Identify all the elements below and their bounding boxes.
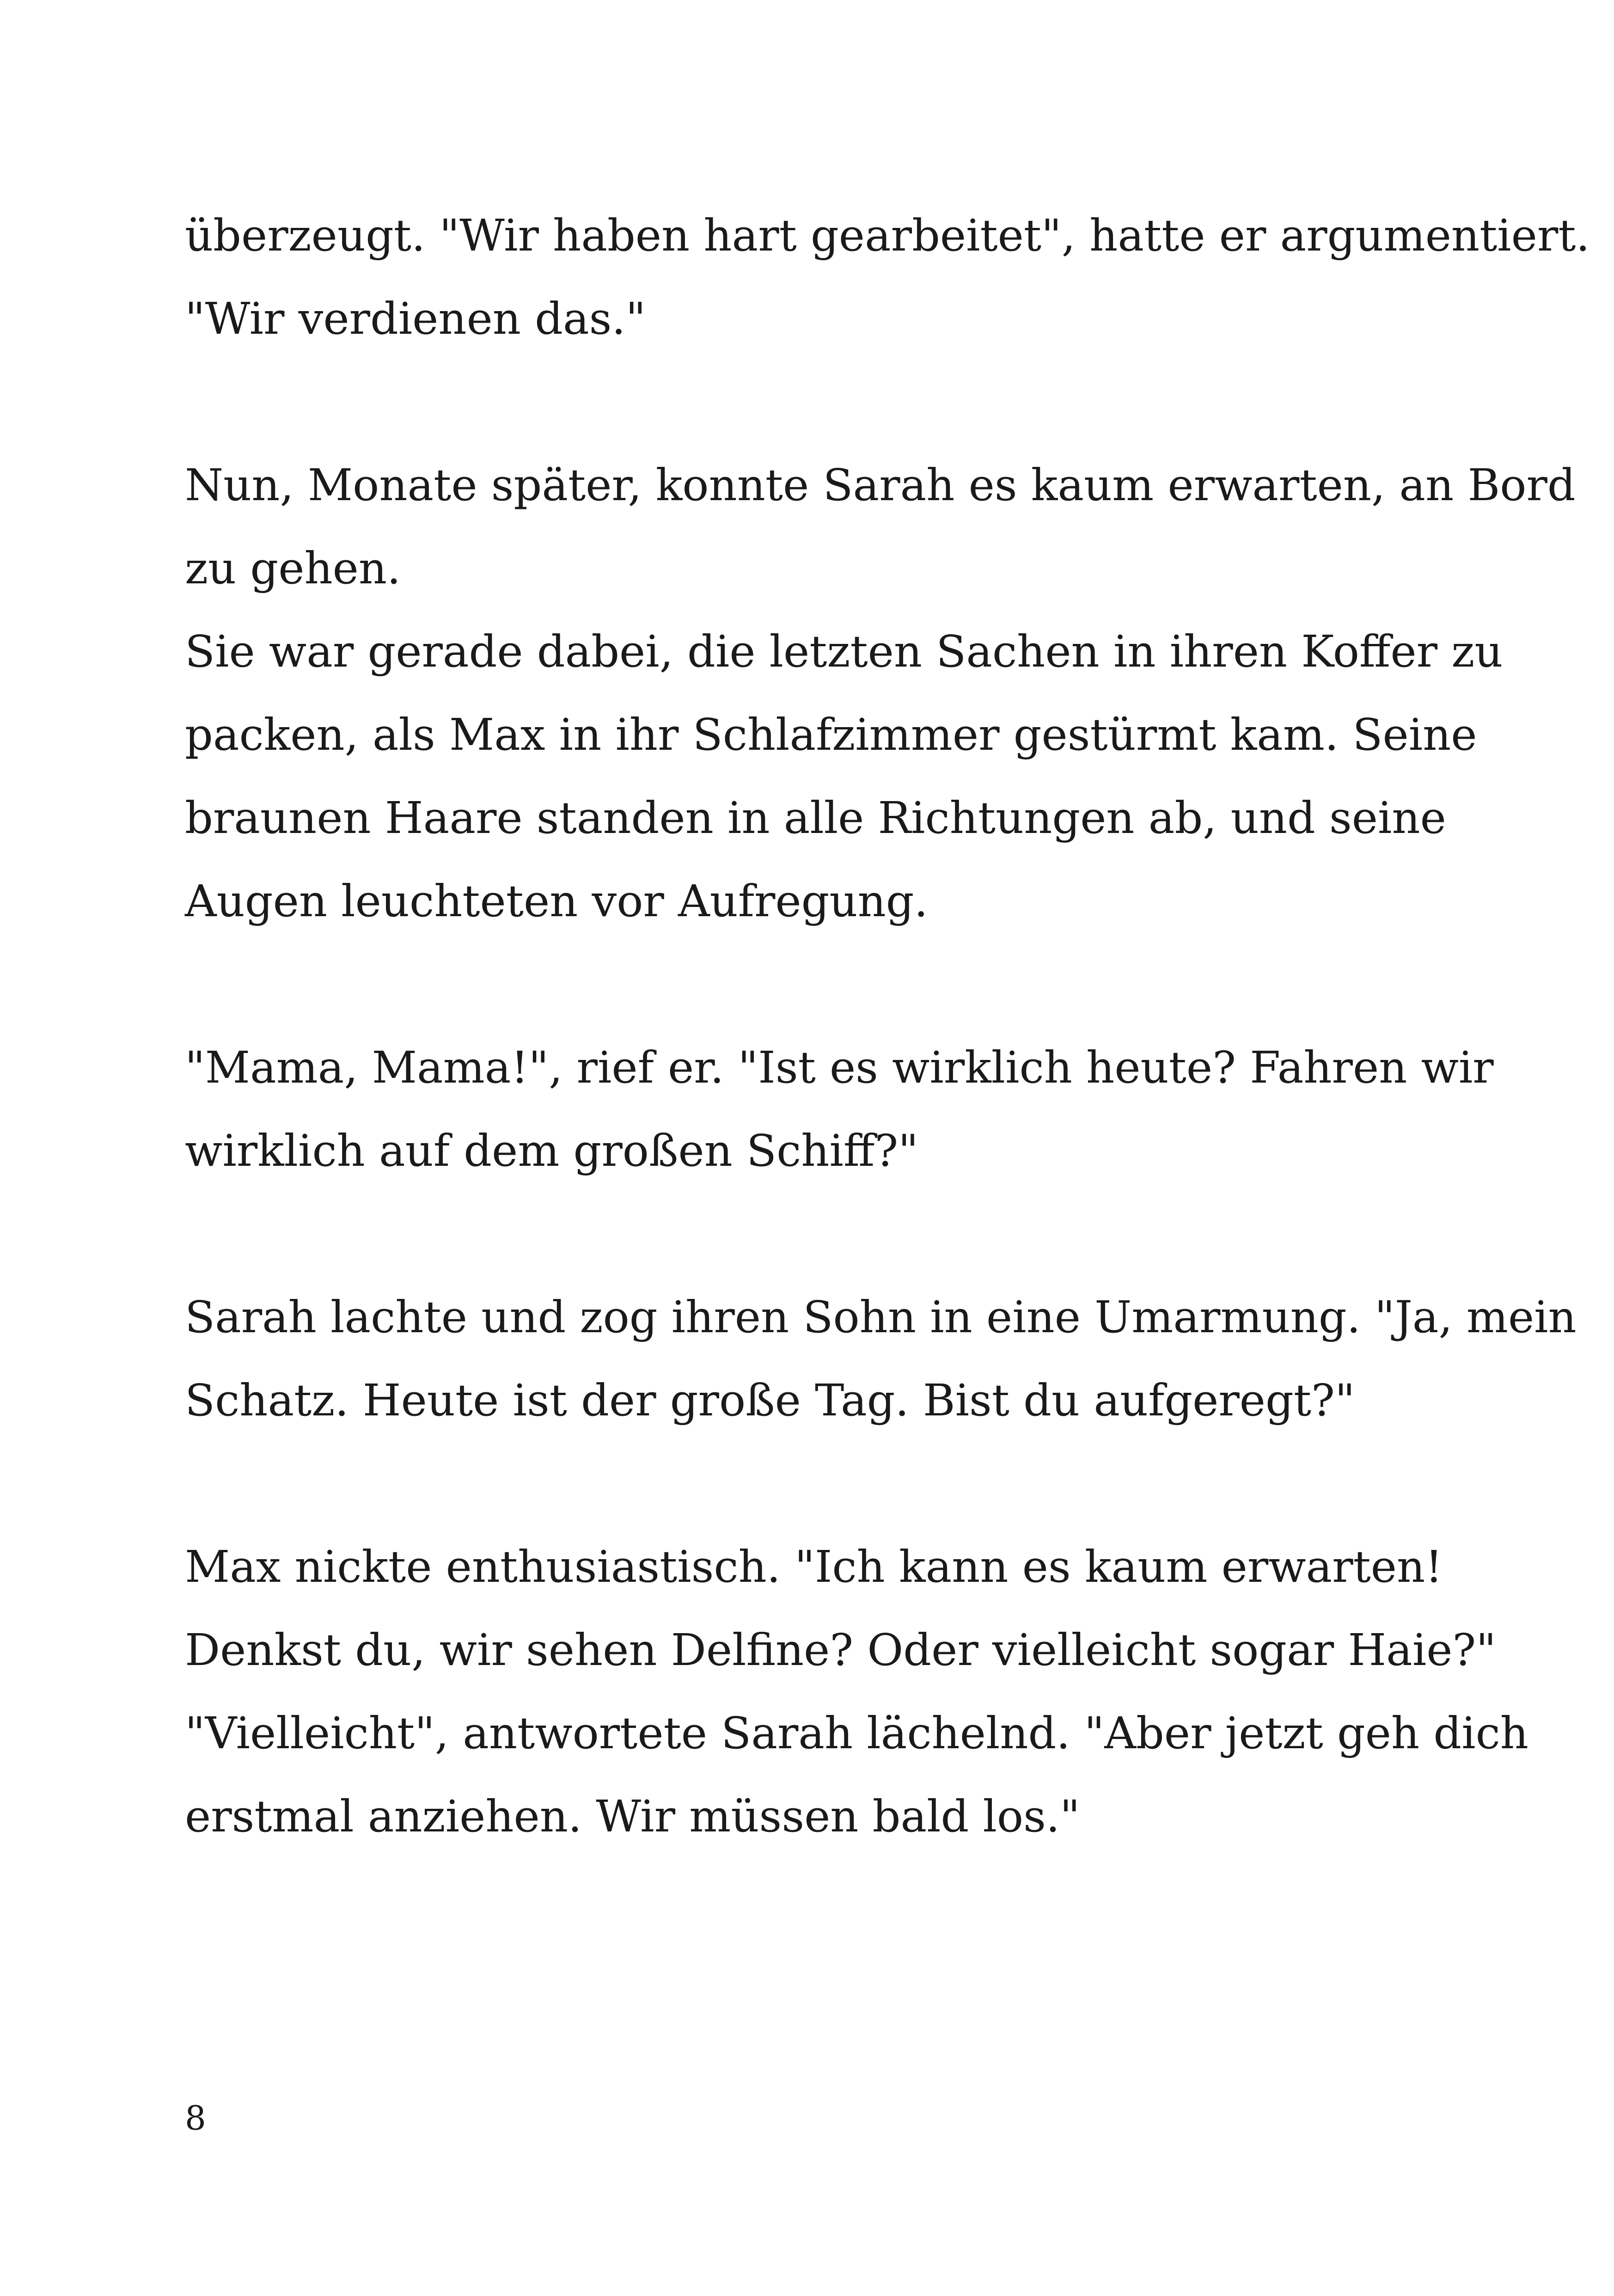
text-line: Denkst du, wir sehen Delfine? Oder vielleicht sogar Haie?" <box>185 1625 1497 1676</box>
text-line: Nun, Monate später, konnte Sarah es kaum erwarten, an Bord <box>185 460 1576 511</box>
text-line: "Vielleicht", antwortete Sarah lächelnd. "Aber jetzt geh dich <box>185 1708 1528 1759</box>
text-line: wirklich auf dem großen Schiff?" <box>185 1126 918 1176</box>
text-line: braunen Haare standen in alle Richtungen ab, und seine <box>185 793 1446 844</box>
text-line: "Wir verdienen das." <box>185 294 646 344</box>
text-line: zu gehen. <box>185 543 401 594</box>
text-line: Augen leuchteten vor Aufregung. <box>185 876 928 927</box>
text-line: Sarah lachte und zog ihren Sohn in eine Umarmung. "Ja, mein <box>185 1292 1577 1343</box>
text-line: Schatz. Heute ist der große Tag. Bist du aufgeregt?" <box>185 1375 1355 1426</box>
text-line: packen, als Max in ihr Schlafzimmer gestürmt kam. Seine <box>185 710 1477 760</box>
page-number: 8 <box>185 2099 206 2137</box>
text-line: erstmal anziehen. Wir müssen bald los." <box>185 1791 1080 1842</box>
text-line: "Mama, Mama!", rief er. "Ist es wirklich heute? Fahren wir <box>185 1042 1494 1093</box>
text-line: Sie war gerade dabei, die letzten Sachen in ihren Koffer zu <box>185 626 1503 677</box>
text-line: Max nickte enthusiastisch. "Ich kann es kaum erwarten! <box>185 1542 1443 1592</box>
text-line: überzeugt. "Wir haben hart gearbeitet", hatte er argumentiert. <box>185 210 1590 261</box>
